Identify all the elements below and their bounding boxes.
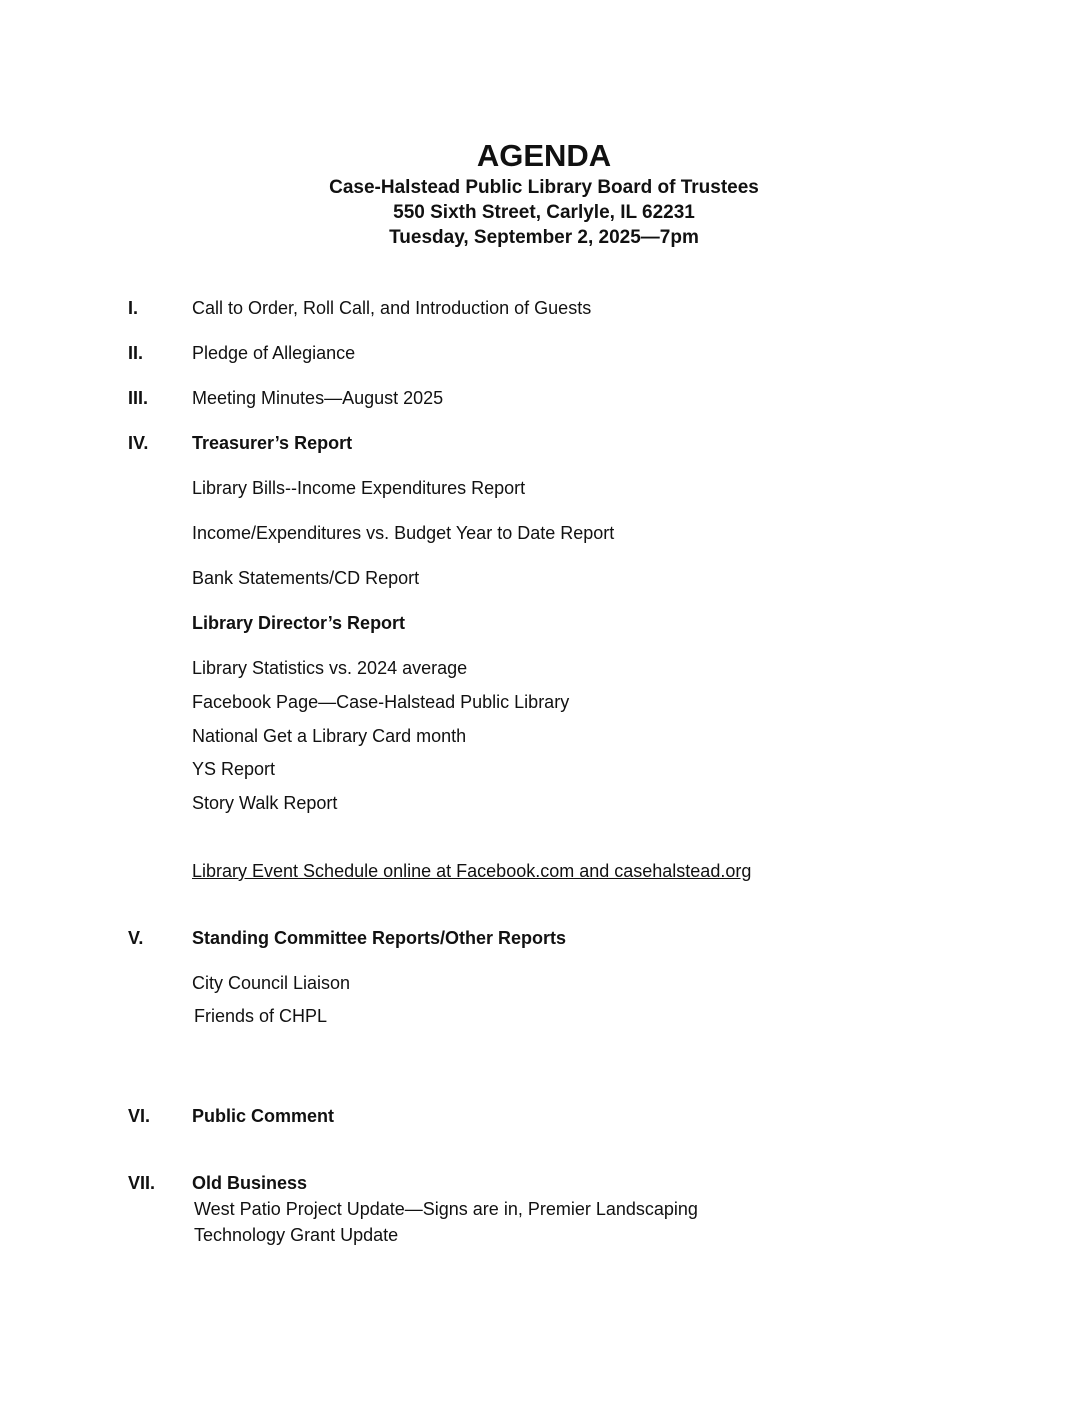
item-meeting-minutes: Meeting Minutes—August 2025 xyxy=(192,388,444,408)
subitem-story-walk: Story Walk Report xyxy=(192,793,338,813)
item-number-iii: III. xyxy=(128,388,149,408)
board-name: Case-Halstead Public Library Board of Trustees xyxy=(329,177,759,198)
item-treasurers-report: Treasurer’s Report xyxy=(192,433,353,453)
agenda-title: AGENDA xyxy=(476,138,612,173)
subitem-west-patio: West Patio Project Update—Signs are in, Premier Landscaping xyxy=(194,1199,698,1219)
directors-report-heading: Library Director’s Report xyxy=(192,613,406,633)
subitem-income-expenditures: Income/Expenditures vs. Budget Year to Date Report xyxy=(192,523,615,543)
item-number-vii: VII. xyxy=(128,1173,156,1193)
item-old-business: Old Business xyxy=(192,1173,308,1193)
item-number-i: I. xyxy=(128,298,139,318)
subitem-library-card-month: National Get a Library Card month xyxy=(192,726,467,746)
meeting-date: Tuesday, September 2, 2025—7pm xyxy=(389,227,699,248)
item-public-comment: Public Comment xyxy=(192,1106,335,1126)
item-pledge: Pledge of Allegiance xyxy=(192,343,356,363)
subitem-technology-grant: Technology Grant Update xyxy=(194,1225,399,1245)
address: 550 Sixth Street, Carlyle, IL 62231 xyxy=(393,202,695,223)
item-number-vi: VI. xyxy=(128,1106,151,1126)
subitem-bank-statements: Bank Statements/CD Report xyxy=(192,568,420,588)
subitem-library-statistics: Library Statistics vs. 2024 average xyxy=(192,658,468,678)
item-number-iv: IV. xyxy=(128,433,149,453)
subitem-ys-report: YS Report xyxy=(192,759,276,779)
item-call-to-order: Call to Order, Roll Call, and Introduction of Guests xyxy=(192,298,592,318)
item-standing-committee: Standing Committee Reports/Other Reports xyxy=(192,928,567,948)
event-schedule-link[interactable]: Library Event Schedule online at Facebook.com and casehalstead.org xyxy=(192,861,752,881)
subitem-facebook-page: Facebook Page—Case-Halstead Public Library xyxy=(192,692,570,712)
subitem-city-council: City Council Liaison xyxy=(192,973,351,993)
subitem-friends-chpl: Friends of CHPL xyxy=(194,1006,328,1026)
subitem-library-bills: Library Bills--Income Expenditures Report xyxy=(192,478,526,498)
item-number-ii: II. xyxy=(128,343,144,363)
item-number-v: V. xyxy=(128,928,144,948)
